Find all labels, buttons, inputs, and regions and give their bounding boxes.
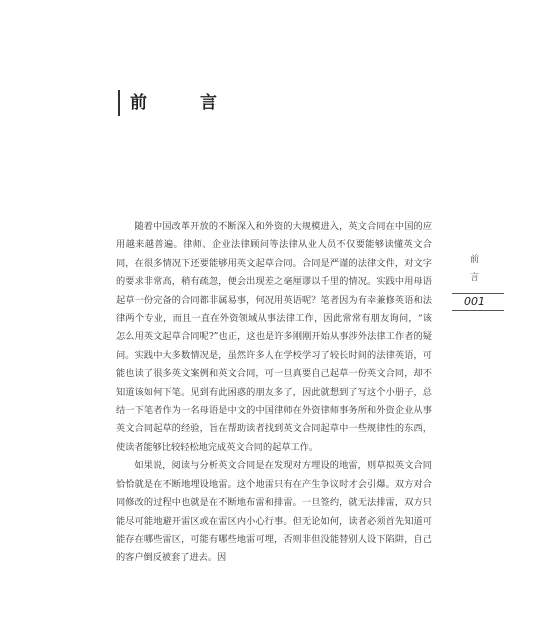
page-number: 001 xyxy=(464,295,485,308)
page-title: 前 言 xyxy=(130,93,235,113)
page-number-box xyxy=(452,293,504,311)
running-head-char: 前 xyxy=(470,255,480,265)
paragraph: 随着中国改革开放的不断深入和外资的大规模进入，英文合同在中国的应用越来越普遍。律师、企业法律顾问等法律从业人员不仅要能够读懂英文合同，在很多情况下还要能够用英文起草合同。合同是严谨的法律文件，对文字的要求非常高，稍有疏忽，便会出现差之毫厘谬以千里的情况。实践中用母语起草一份完备的合同都非属易事，何况用英语呢？笔者因为有幸兼修英语和法律两个专业，而且一直在外资领域从事法律工作，因此常常有朋友询问，“该怎么用英文起草合同呢?”也正，这也是许多刚刚开始从事涉外法律工作者的疑问。实践中大多数情况是，虽然许多人在学校学习了较长时间的法律英语，可能也读了很多英文案例和英文合同，可一旦真要自己起草一份英文合同，却不知道该如何下笔。见到有此困惑的朋友多了，因此就想到了写这个小册子，总结一下笔者作为一名母语是中文的中国律师在外资律师事务所和外资企业从事英文合同起草的经验，旨在帮助读者找到英文合同起草中一些规律性的东西，使读者能够比较轻松地完成英文合同的起草工作。 xyxy=(116,221,432,453)
running-head-char: 言 xyxy=(470,273,480,283)
paragraph: 如果说，阅读与分析英文合同是在发现对方埋设的地雷，则草拟英文合同恰恰就是在不断地埋设地雷。这个地雷只有在产生争议时才会引爆。双方对合同修改的过程中也就是在不断地布雷和排雷。一旦签约，就无法排雷，双方只能尽可能地避开雷区或在雷区内小心行事。但无论如何，读者必须首先知道可能存在哪些雷区，可能有哪些地雷可埋，否则非但没能替别人设下陷阱，自己的客户倒反被套了进去。因 xyxy=(116,460,432,564)
body-text xyxy=(116,218,432,568)
chapter-heading xyxy=(118,90,235,116)
